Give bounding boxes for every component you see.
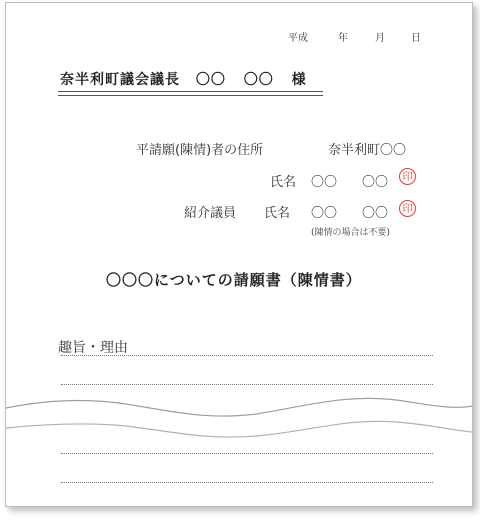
petitioner-address-label: 平請願(陳情)者の住所 [136, 143, 264, 158]
petitioner-address-value: 奈半利町〇〇 [328, 143, 407, 158]
introducer-note: (陳情の場合は不要) [311, 228, 391, 238]
addressee-given-name: 〇〇 [243, 72, 274, 88]
petitioner-family-name: 〇〇 [311, 175, 338, 190]
introducer-seal-mark: 印 [399, 200, 416, 217]
writing-line [61, 355, 433, 356]
writing-line [61, 453, 433, 454]
date-day-unit: 日 [411, 33, 421, 44]
date-month-unit: 月 [375, 33, 385, 44]
petitioner-given-name: 〇〇 [362, 175, 389, 190]
addressee-honorific: 様 [291, 72, 307, 88]
date-year-unit: 年 [338, 33, 348, 44]
page-tear-break [6, 388, 472, 448]
addressee-family-name: 〇〇 [195, 72, 226, 88]
writing-line [61, 384, 433, 385]
addressee-underline [58, 91, 323, 92]
petitioner-seal-mark: 印 [399, 168, 416, 185]
writing-line [61, 482, 433, 483]
addressee-title: 奈半利町議会議長 [60, 72, 180, 88]
document-title: 〇〇〇についての請願書（陳情書） [106, 271, 362, 289]
date-era: 平成 [288, 33, 308, 44]
introducer-name-label: 氏名 [264, 206, 291, 221]
document-page [5, 2, 473, 507]
introducer-family-name: 〇〇 [311, 206, 338, 221]
section-heading: 趣旨・理由 [58, 340, 128, 356]
introducer-given-name: 〇〇 [362, 206, 389, 221]
addressee [60, 69, 307, 89]
introducer-label: 紹介議員 [184, 206, 237, 221]
addressee-underline-second [58, 95, 323, 96]
petitioner-name-label: 氏名 [270, 175, 297, 190]
